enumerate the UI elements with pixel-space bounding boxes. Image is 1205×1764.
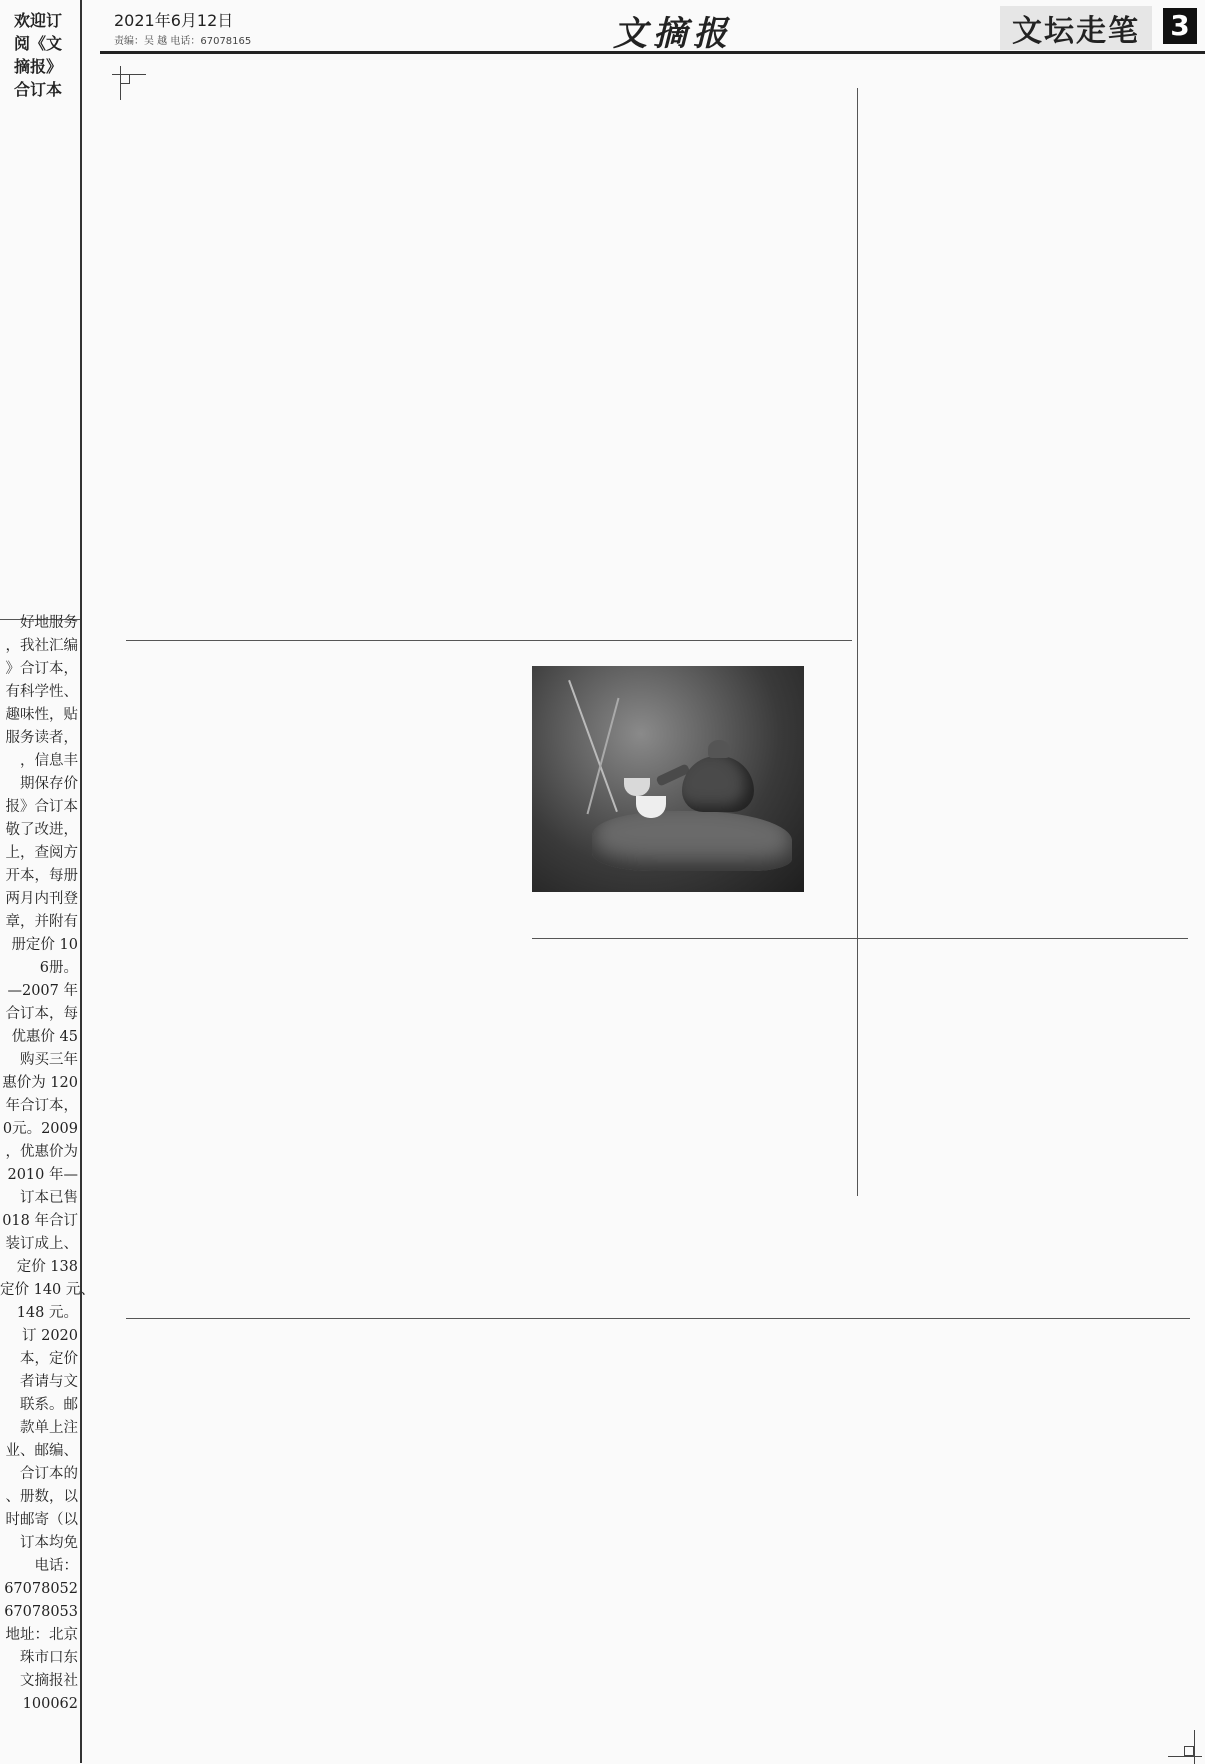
promo-line: 两月内刊登 [5,891,78,907]
promo-line: 订本已售 [20,1190,78,1206]
promo-line: 报》合订本 [5,799,78,815]
promo-line: 者请与文 [20,1374,78,1390]
promo-line: 0元。2009 [2,1121,78,1137]
promo-line: 定价 140 元、 [0,1282,95,1298]
column-rule [857,88,858,1196]
promo-line: 装订成上、 [5,1236,78,1252]
promo-line: 上，查阅方 [5,845,78,861]
promo-line: 本，定价 [20,1351,78,1367]
promo-line: 期保存价 [20,776,78,792]
promo-line: 018 年合订 [2,1213,78,1229]
subscription-promo [0,0,95,1763]
promo-line: 联系。邮 [20,1397,78,1413]
promo-line: —2007 年 [7,983,78,999]
promo-line: 章，并附有 [5,914,78,930]
promo-line: 敬了改进， [5,822,78,838]
promo-line: ，优惠价为 [5,1144,78,1160]
promo-line: 订 2020 [21,1328,78,1344]
editor-info: 责编：吴 越 电话：67078165 [114,36,252,47]
masthead [100,2,1205,54]
promo-line: 文摘报社 [20,1673,78,1689]
newspaper-logo: 文摘报 [613,14,733,54]
section-rule [126,1318,1190,1319]
promo-line: 2010 年— [7,1167,78,1183]
tea-set-photo [532,666,804,892]
promo-line: 148 元。 [16,1305,78,1321]
promo-line: 6册。 [39,960,78,976]
issue-date: 2021年6月12日 [114,11,234,30]
promo-line: 年合订本， [5,1098,78,1114]
promo-line: 服务读者， [5,730,78,746]
promo-body [0,612,95,1716]
promo-line: ，信息丰 [20,753,78,769]
promo-line: 合订本的 [20,1466,78,1482]
promo-line: 订本均免 [20,1535,78,1551]
promo-line: 67078053 [4,1604,78,1620]
promo-line: 合订本，每 [5,1006,78,1022]
promo-line: 册定价 10 [11,937,78,953]
promo-line: 100062 [22,1696,78,1712]
promo-headline-box [0,0,80,620]
promo-line: ，我社汇编 [5,638,78,654]
promo-line: 时邮寄（以 [5,1512,78,1528]
promo-line: 、册数，以 [5,1489,78,1505]
section-name: 文坛走笔 [1000,6,1152,50]
promo-line: 》合订本， [5,661,78,677]
promo-line: 惠价为 120 [2,1075,78,1091]
promo-line: 珠市口东 [20,1650,78,1666]
corner-ornament-icon [1168,1730,1202,1764]
corner-ornament-icon [112,66,146,100]
promo-line: 67078052 [4,1581,78,1597]
section-rule [126,640,852,641]
promo-line: 趣味性，贴 [5,707,78,723]
promo-line: 地址：北京 [5,1627,78,1643]
promo-headline: 欢迎订阅《文摘报》合订本 [14,11,63,99]
promo-line: 好地服务 [20,615,78,631]
promo-line: 业、邮编、 [5,1443,78,1459]
promo-line: 电话： [34,1558,78,1574]
promo-line: 开本，每册 [5,868,78,884]
promo-line: 有科学性、 [5,684,78,700]
promo-line: 款单上注 [20,1420,78,1436]
section-rule [532,938,1188,939]
promo-line: 优惠价 45 [11,1029,78,1045]
promo-line: 定价 138 [16,1259,78,1275]
page-number: 3 [1163,8,1197,44]
promo-line: 购买三年 [20,1052,78,1068]
